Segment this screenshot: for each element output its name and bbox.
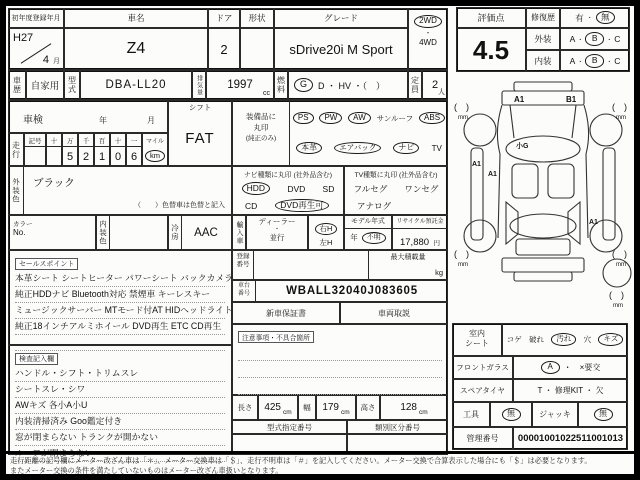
nav-cd: CD bbox=[245, 200, 258, 211]
handle-right: 右H bbox=[315, 223, 338, 235]
first-reg-month-unit: 月 bbox=[53, 58, 60, 65]
tread-bracket: ( ) bbox=[612, 102, 627, 112]
jack-value: 無 bbox=[594, 408, 613, 421]
rating-score: 4.5 bbox=[456, 28, 526, 72]
color-no-label-top: カラー bbox=[13, 221, 33, 228]
model-year-unknown: 不明 bbox=[362, 232, 386, 244]
import-dealer-cell bbox=[246, 215, 308, 250]
mileage-unit-cell bbox=[142, 133, 168, 166]
tool-value-cell bbox=[490, 402, 532, 427]
caution-line-empty bbox=[238, 378, 442, 395]
seat-burn: コゲ bbox=[506, 335, 522, 344]
car-name-header: 車名 bbox=[64, 8, 208, 28]
mark-front-left: A1 bbox=[514, 95, 525, 104]
grade-value: sDrive20i M Sport bbox=[274, 28, 408, 70]
recycle-value: 17,880 bbox=[399, 237, 430, 248]
exterior-color-note: （ ）色替車は色替と記入 bbox=[134, 202, 225, 209]
mileage-col-header: 十 bbox=[111, 134, 125, 147]
seat-stain: 汚れ bbox=[551, 333, 576, 345]
exterior-grade-label: 外装 bbox=[526, 28, 560, 50]
equip-aw: AW bbox=[348, 112, 371, 125]
sep-dot: ・ bbox=[577, 59, 584, 66]
classification-no-header: 類別区分番号 bbox=[347, 420, 448, 434]
tv-type-header: TV種類に丸印 (社外品含む) bbox=[354, 171, 438, 179]
mileage-col bbox=[78, 133, 94, 166]
length-value: 425 bbox=[264, 402, 281, 413]
import-sep: ・ bbox=[273, 226, 280, 233]
interior-grade-value bbox=[560, 50, 630, 72]
mileage-label: 走行 bbox=[8, 133, 24, 166]
mark-front-right: B1 bbox=[566, 95, 577, 104]
grade-b: B bbox=[585, 54, 604, 67]
caution-box bbox=[232, 324, 448, 395]
equip-leather: 本革 bbox=[296, 142, 322, 155]
registration-label bbox=[232, 250, 254, 280]
mileage-digit bbox=[47, 147, 61, 166]
mileage-digit: 2 bbox=[82, 150, 90, 163]
equip-abs: ABS bbox=[419, 112, 445, 125]
equip-airbag: エアバック bbox=[334, 142, 381, 154]
nav-sd: SD bbox=[322, 183, 335, 194]
capacity-cell bbox=[422, 70, 448, 100]
color-no-label-bottom: No. bbox=[13, 228, 26, 237]
model-year-header: モデル年式 bbox=[345, 216, 391, 229]
displacement-unit: cc bbox=[263, 90, 270, 97]
mileage-col bbox=[110, 133, 126, 166]
shift-value: FAT bbox=[185, 129, 215, 147]
spare-tire-label: スペアタイヤ bbox=[452, 379, 513, 402]
mark-left-side-2: A1 bbox=[488, 171, 497, 178]
recycle-unit: 円 bbox=[433, 240, 440, 247]
rating-score-header: 評価点 bbox=[456, 7, 526, 28]
mileage-col bbox=[62, 133, 78, 166]
height-label: 高さ bbox=[356, 395, 380, 420]
repair-history-label: 修復歴 bbox=[526, 7, 560, 28]
nav-dvd: DVD bbox=[287, 183, 306, 194]
exterior-color-label: 外装色 bbox=[8, 166, 24, 215]
recycle-header: リサイクル預託金 bbox=[393, 216, 447, 229]
sales-line: ミュージックサーバー MTモード付AT HIDヘッドライト bbox=[15, 303, 225, 319]
car-damage-diagram bbox=[452, 76, 634, 322]
displacement-label: 排気量 bbox=[192, 70, 206, 100]
shift-label: シフト bbox=[188, 103, 212, 112]
grade-c: C bbox=[614, 56, 621, 66]
mark-left-side-1: A1 bbox=[472, 161, 481, 168]
sep-dot: ・ bbox=[577, 37, 584, 44]
mileage-digit: 1 bbox=[98, 150, 106, 163]
sales-line: 純正18インチアルミホイール DVD再生 ETC CD再生 bbox=[15, 319, 225, 335]
shape-header: 形状 bbox=[240, 8, 274, 28]
mileage-col-header: 万 bbox=[63, 134, 77, 147]
shape-value bbox=[240, 28, 274, 70]
drive-sep: ・ bbox=[424, 29, 432, 37]
mileage-col-sign bbox=[24, 133, 46, 166]
displacement-cell bbox=[206, 70, 274, 100]
nav-dvd-play: DVD再生可 bbox=[275, 199, 328, 212]
fuel-cell bbox=[288, 70, 408, 100]
tool-label: 工具 bbox=[452, 402, 490, 427]
history-value: 自家用 bbox=[26, 70, 64, 100]
equipment-label-2: 丸印 bbox=[253, 123, 269, 132]
sep-dot: ・ bbox=[606, 37, 613, 44]
interior-color-label: 内装色 bbox=[96, 215, 110, 250]
seat-tear: 破れ bbox=[528, 335, 544, 344]
color-no-cell bbox=[8, 215, 96, 250]
mark-windshield: 小G bbox=[516, 143, 529, 150]
tv-type-box bbox=[344, 166, 448, 215]
note-line: AWキズ 各小A小U bbox=[15, 398, 225, 414]
length-cell bbox=[258, 395, 298, 420]
shaken-cell bbox=[8, 100, 168, 133]
import-label: 輸入車 bbox=[232, 215, 246, 250]
sep-dot: ・ bbox=[586, 16, 593, 22]
nav-row1 bbox=[233, 180, 343, 197]
note-line: 窓が閉まらない トランクが開かない bbox=[15, 430, 225, 446]
nav-row2 bbox=[233, 197, 343, 214]
nav-type-header: ナビ種類に丸印 (社外品含む) bbox=[244, 171, 332, 179]
fuel-label: 燃料 bbox=[274, 70, 288, 100]
tread-unit: mm bbox=[613, 303, 623, 309]
drive-2wd: 2WD bbox=[414, 15, 442, 28]
chassis-label-top: 車台 bbox=[237, 283, 250, 289]
windshield-label: フロントガラス bbox=[452, 356, 513, 379]
equipment-row1 bbox=[290, 102, 448, 134]
mileage-col-header: 一 bbox=[127, 134, 141, 147]
first-reg-era: H27 bbox=[13, 32, 34, 44]
footer-line-1: 走行距離の記号欄にメーター改ざん車は「＊」、メーター交換車は「＄」、走行不明車は「＃」を記入してください。メーター交換で合算表示した場合にも「＄」は必要となります。 bbox=[10, 456, 592, 465]
tread-marker-front-left bbox=[454, 102, 469, 121]
windshield-grade-a: A bbox=[541, 361, 560, 374]
caution-line-empty bbox=[238, 361, 442, 378]
tv-row1 bbox=[345, 180, 447, 197]
sales-points-tag: セールスポイント bbox=[15, 258, 78, 270]
mileage-col bbox=[46, 133, 62, 166]
grade-a: A bbox=[569, 56, 576, 66]
grade-a: A bbox=[569, 34, 576, 44]
grade-header: グレード bbox=[274, 8, 408, 28]
registration-label-top: 登録 bbox=[236, 253, 250, 260]
displacement-value: 1997 bbox=[227, 79, 253, 91]
repair-history-value bbox=[560, 7, 630, 28]
max-load-header: 最大積載量 bbox=[390, 254, 426, 261]
equip-pw: PW bbox=[319, 112, 342, 125]
grade-b: B bbox=[585, 32, 604, 45]
exterior-color-value: ブラック bbox=[33, 177, 75, 189]
height-value: 128 bbox=[400, 402, 417, 413]
tread-marker-spare bbox=[609, 290, 624, 309]
length-label: 長さ bbox=[232, 395, 258, 420]
mileage-unit-mile: マイル bbox=[146, 139, 164, 145]
designation-no-header: 型式指定番号 bbox=[232, 420, 347, 434]
mileage-digit bbox=[25, 147, 45, 166]
aircon-label: 冷房 bbox=[168, 215, 182, 250]
drive-4wd: 4WD bbox=[419, 37, 437, 47]
tread-marker-front-right bbox=[612, 102, 627, 121]
mileage-col bbox=[94, 133, 110, 166]
equipment-label bbox=[232, 100, 290, 166]
nav-hdd: HDD bbox=[242, 182, 270, 195]
note-line: シートスレ・シワ bbox=[15, 382, 225, 398]
mileage-digit: 5 bbox=[66, 150, 74, 163]
door-value: 2 bbox=[208, 28, 240, 70]
exterior-grade-value bbox=[560, 28, 630, 50]
aircon-value: AAC bbox=[194, 226, 218, 239]
note-line: ハンドル・シフト・トリムスレ bbox=[15, 366, 225, 382]
exterior-color-box bbox=[8, 166, 232, 215]
registration-label-bottom: 番号 bbox=[236, 260, 250, 268]
shift-cell bbox=[168, 100, 232, 166]
capacity-label: 定員 bbox=[408, 70, 422, 100]
tv-analog: アナログ bbox=[357, 200, 392, 211]
drive-cell bbox=[408, 8, 448, 70]
note-line: 内装清掃済み Goo鑑定付き bbox=[15, 414, 225, 430]
repair-yes: 有 bbox=[575, 12, 584, 23]
mgmt-no-value: 00001001022511001013 bbox=[513, 427, 628, 450]
tread-marker-rear-right bbox=[612, 249, 627, 268]
equip-sunroof: サンルーフ bbox=[376, 113, 414, 123]
grade-c: C bbox=[614, 34, 621, 44]
chassis-label bbox=[232, 280, 256, 302]
sep-dot: ・ bbox=[606, 59, 613, 66]
mileage-digit: 0 bbox=[114, 150, 122, 163]
caution-tag: 注意事項・不具合箇所 bbox=[238, 331, 314, 343]
warranty-cell: 新車保証書 bbox=[232, 302, 340, 324]
max-load-cell bbox=[368, 250, 448, 280]
shaken-year-unit: 年 bbox=[99, 116, 107, 125]
tread-bracket: ( ) bbox=[612, 249, 627, 259]
width-value: 179 bbox=[322, 402, 339, 413]
seat-label bbox=[452, 323, 502, 356]
windshield-value bbox=[513, 356, 628, 379]
manual-cell: 車両取説 bbox=[340, 302, 448, 324]
history-label: 車歴 bbox=[8, 70, 26, 100]
mark-right-side: A1 bbox=[589, 219, 598, 226]
mileage-col-header: 千 bbox=[79, 134, 93, 147]
shaken-label: 車検 bbox=[23, 115, 43, 126]
first-reg-header: 初年度登録年月 bbox=[8, 8, 64, 28]
footer-line-2: またメーター交換の条件を満たしていないものはメーター改ざん車扱いとなります。 bbox=[10, 466, 283, 475]
first-reg-value bbox=[8, 28, 64, 70]
handle-cell bbox=[308, 215, 344, 250]
equipment-label-3: (純正のみ) bbox=[245, 135, 277, 142]
mileage-digit: 6 bbox=[130, 150, 138, 163]
tread-unit: mm bbox=[616, 262, 626, 268]
tread-bracket: ( ) bbox=[454, 249, 469, 259]
tv-fullseg: フルセグ bbox=[353, 183, 388, 194]
capacity-value: 2 bbox=[431, 79, 439, 91]
height-unit: cm bbox=[419, 409, 428, 416]
width-cell bbox=[316, 395, 356, 420]
capacity-unit: 人 bbox=[438, 89, 445, 96]
inspector-notes-tag: 検査記入欄 bbox=[15, 353, 58, 365]
mgmt-no-label: 管理番号 bbox=[452, 427, 513, 450]
mileage-col-header: 百 bbox=[95, 134, 109, 147]
first-reg-month: 4 bbox=[42, 54, 49, 66]
model-code-value: DBA-LL20 bbox=[80, 70, 192, 100]
height-cell bbox=[380, 395, 448, 420]
chassis-box bbox=[232, 280, 448, 302]
handle-left: 左H bbox=[319, 238, 333, 247]
seat-hole: 穴 bbox=[583, 335, 592, 344]
chassis-value: WBALL32040J083605 bbox=[286, 285, 418, 297]
model-year-cell bbox=[344, 215, 392, 250]
width-label: 幅 bbox=[298, 395, 316, 420]
nav-type-box bbox=[232, 166, 344, 215]
inspector-notes-box bbox=[8, 345, 232, 455]
mileage-col-header: 記号 bbox=[25, 134, 45, 147]
width-unit: cm bbox=[341, 409, 350, 416]
model-code-label: 型式 bbox=[64, 70, 80, 100]
max-load-unit: kg bbox=[435, 268, 443, 277]
interior-grade-label: 内装 bbox=[526, 50, 560, 72]
tread-unit: mm bbox=[458, 262, 468, 268]
chassis-label-bottom: 番号 bbox=[237, 290, 250, 297]
caution-line-empty bbox=[238, 345, 442, 361]
equip-ps: PS bbox=[293, 112, 314, 125]
seat-label-top: 室内 bbox=[469, 329, 485, 338]
tv-row2 bbox=[345, 197, 447, 214]
sales-points-box bbox=[8, 250, 232, 345]
spare-tire-value: T ・ 修理KIT ・ 欠 bbox=[513, 379, 628, 402]
equipment-row2 bbox=[290, 132, 448, 164]
model-year-unit: 年 bbox=[350, 233, 358, 243]
mileage-col bbox=[126, 133, 142, 166]
footer-divider bbox=[6, 451, 634, 454]
door-header: ドア bbox=[208, 8, 240, 28]
equip-navi: ナビ bbox=[393, 142, 419, 155]
repair-no: 無 bbox=[596, 11, 615, 24]
shaken-month-unit: 月 bbox=[147, 116, 155, 125]
tread-bracket: ( ) bbox=[609, 290, 624, 300]
fuel-gasoline: G bbox=[294, 78, 313, 92]
windshield-rest: ・ ×要交 bbox=[563, 363, 601, 372]
mileage-col-header: 十 bbox=[47, 134, 61, 147]
seat-items bbox=[502, 323, 628, 356]
import-dealer: ディーラー bbox=[258, 217, 296, 226]
tread-marker-rear-left bbox=[454, 249, 469, 268]
length-unit: cm bbox=[283, 409, 292, 416]
fuel-others: D ・ HV ・（ ） bbox=[318, 80, 386, 91]
equip-tv: TV bbox=[431, 143, 442, 153]
car-name-value: Z4 bbox=[64, 28, 208, 70]
seat-scratch: キズ bbox=[598, 333, 623, 345]
sales-line: 純正HDDナビ Bluetooth対応 禁煙車 キーレスキー bbox=[15, 287, 225, 303]
recycle-cell bbox=[392, 215, 448, 250]
tread-unit: mm bbox=[458, 115, 468, 121]
jack-value-cell bbox=[578, 402, 628, 427]
tread-unit: mm bbox=[616, 115, 626, 121]
equipment-label-1: 装備品に bbox=[246, 112, 276, 121]
tread-bracket: ( ) bbox=[454, 102, 469, 112]
mileage-unit-km: km bbox=[145, 150, 165, 162]
import-parallel: 並行 bbox=[269, 232, 285, 242]
seat-label-bottom: シート bbox=[465, 339, 489, 349]
jack-label: ジャッキ bbox=[532, 402, 578, 427]
tv-oneseg: ワンセグ bbox=[404, 183, 439, 194]
sales-line: 本革シート シートヒーター パワーシート バックカメラ bbox=[15, 271, 225, 287]
tool-value: 無 bbox=[502, 408, 521, 421]
